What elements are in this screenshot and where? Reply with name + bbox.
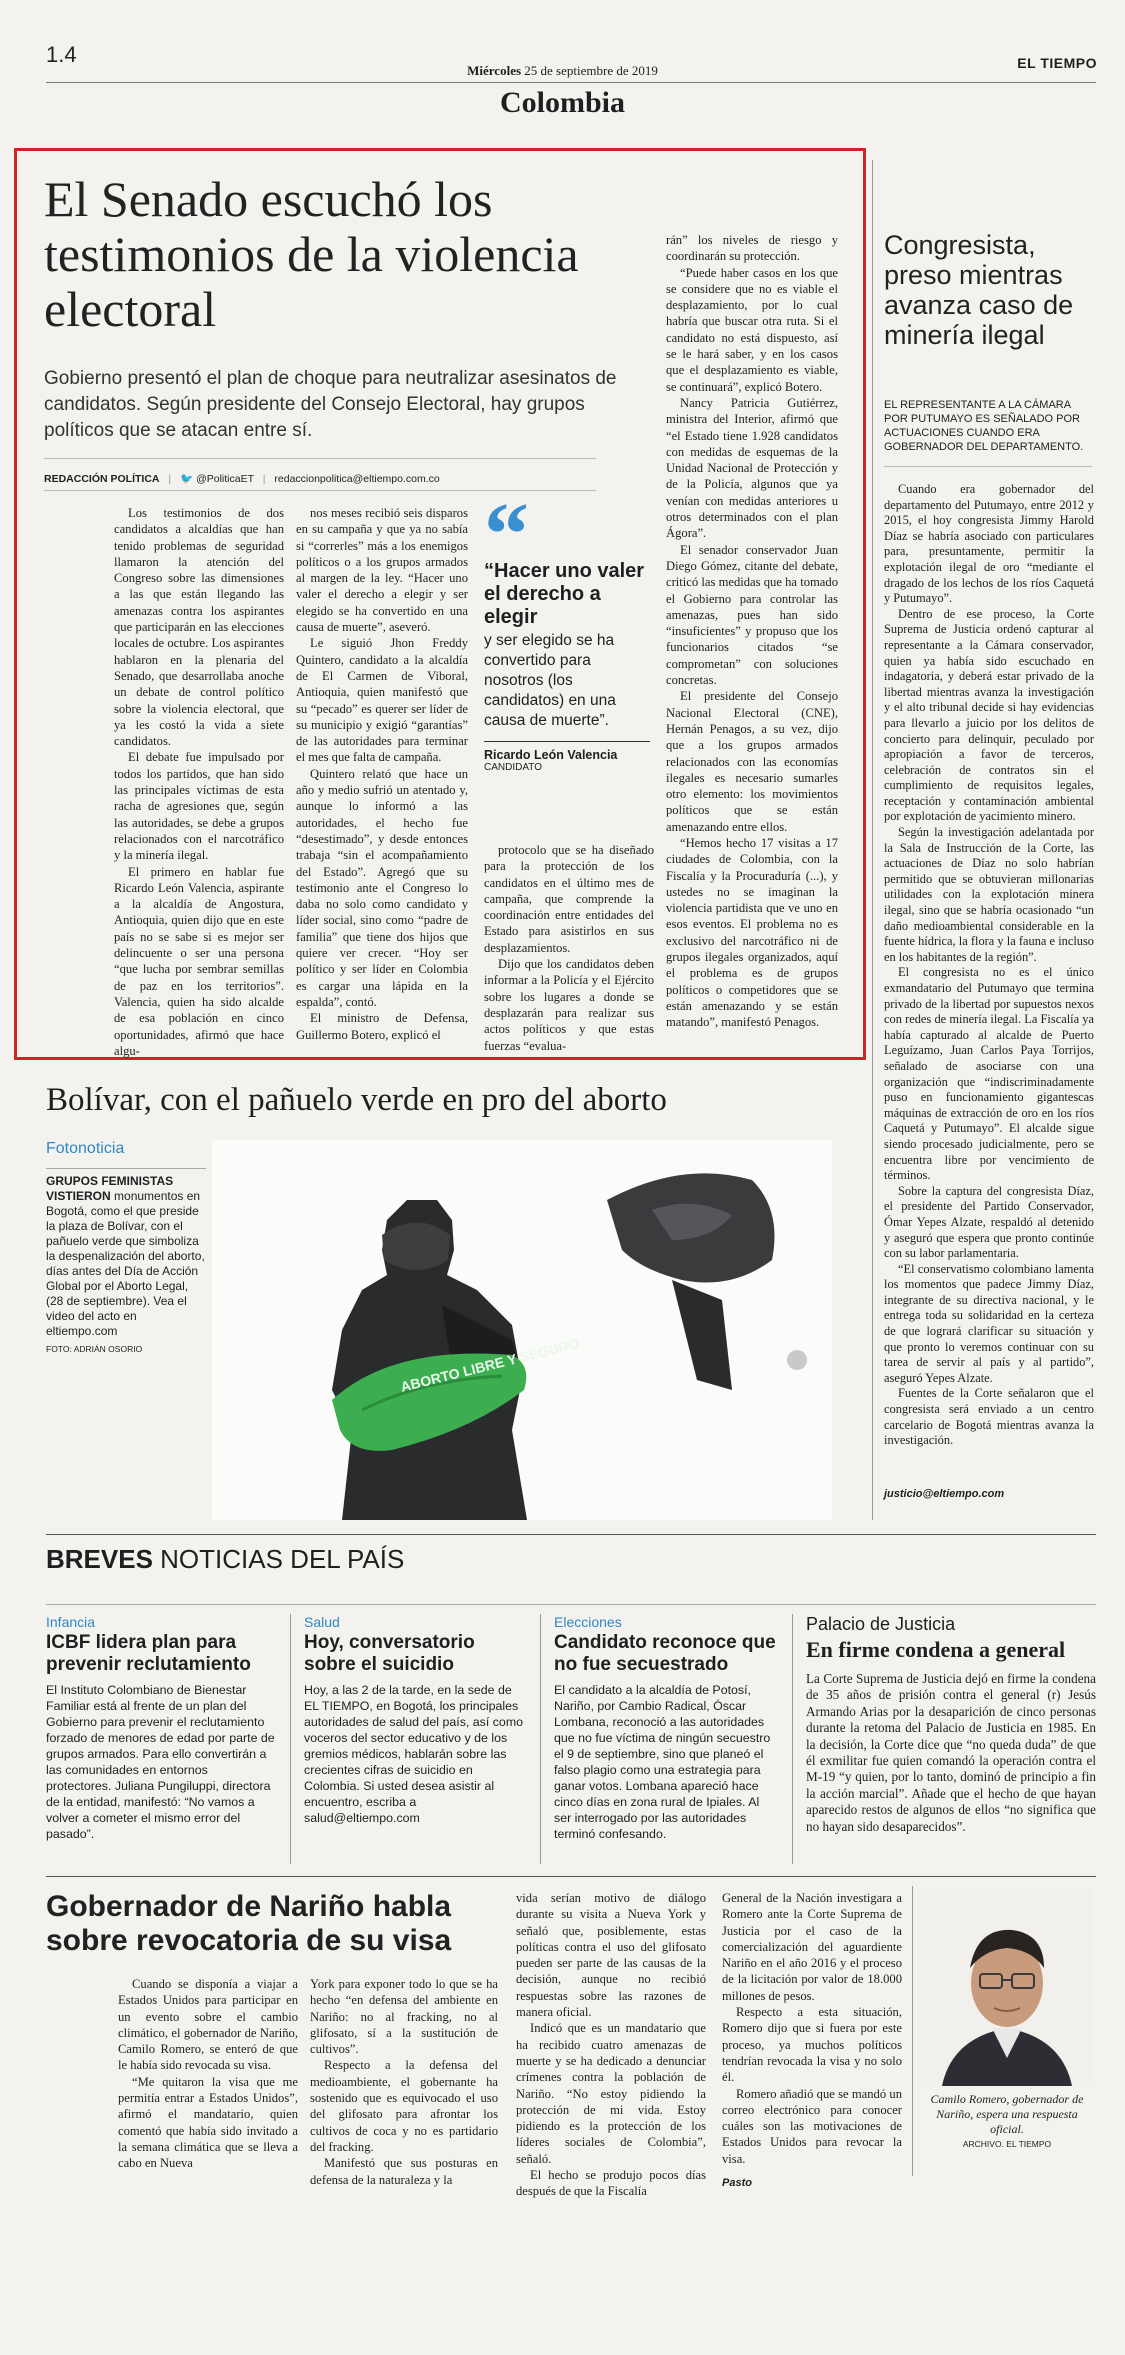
byline: REDACCIÓN POLÍTICA | 🐦 @PoliticaET | redaccionpolitica@eltiempo.com.co xyxy=(44,473,440,485)
paragraph: “Me quitaron la visa que me permitía entrar a Estados Unidos”, afirmó el mandatario, quien comentó que había sido invitado a la semana climática que se lleva a cabo en Nueva xyxy=(118,2074,298,2171)
side-email: justicio@eltiempo.com xyxy=(884,1488,1005,1500)
paragraph: Le siguió Jhon Freddy Quintero, candidato a la alcaldía de El Carmen de Viboral, Antioquia, quien manifestó que su “pecado” es querer ser líder de su municipio y exigió “garantías” de las autoridades para terminar el mes que falta de campaña. xyxy=(296,636,468,765)
quote-author: Ricardo León Valencia xyxy=(484,748,618,762)
main-headline: El Senado escuchó los testimonios de la violencia electoral xyxy=(44,171,579,337)
side-headline: Congresista, preso mientras avanza caso de minería ilegal xyxy=(884,230,1074,350)
breve-item xyxy=(554,1614,778,1842)
paragraph: “Hemos hecho 17 visitas a 17 ciudades de Colombia, con la Fiscalía y la Procuraduría (...), y ustedes no se imaginan la violencia partidista que ve uno en esos eventos. El problema no es exclusivo del narcotráfico ni de grupos ilegales organizados, aquí el problema es de grupos políticos o competidores que se están amenazando y se están matando”, manifestó Penagos. xyxy=(666,835,838,1030)
portrait-illustration xyxy=(922,1888,1092,2086)
paragraph: vida serían motivo de diálogo durante su visita a Nueva York y señaló que, posiblemente, estas políticas contra el uso del glifosato pueden ser parte de las causas de la decisión, aunque no recibió respuestas sobre las razones de manera oficial. xyxy=(516,1891,706,2020)
byline-email: redaccionpolitica@eltiempo.com.co xyxy=(274,473,440,485)
breve-item-featured xyxy=(806,1614,1096,1835)
paragraph: El ministro de Defensa, Guillermo Botero, explicó el xyxy=(296,1011,468,1042)
bottom-col-4 xyxy=(722,1890,902,2191)
twitter-icon: 🐦 xyxy=(180,473,194,485)
paragraph: York para exponer todo lo que se ha hecho “en defensa del ambiente en Nariño: no al fracking, no al glifosato, sí a la sustitución de cultivos”. xyxy=(310,1977,498,2057)
paragraph: Respecto a la defensa del medioambiente, el gobernante ha sostenido que es equivocado el uso del glifosato para afrontar los cultivos de coca y no es partidario del fracking. xyxy=(310,2058,498,2154)
breve-divider xyxy=(540,1614,541,1864)
statue-illustration xyxy=(212,1140,832,1520)
paragraph: Nancy Patricia Gutiérrez, ministra del Interior, afirmó que “el Estado tiene 1.928 candidatos con medidas de esquemas de la Unidad Nacional de Protección y de la Policía, algunos que ya venían con medidas anteriores u otros determinados con el plan Ágora”. xyxy=(666,395,838,541)
paragraph: El senador conservador Juan Diego Gómez, citante del debate, criticó las medidas que ha tomado el Gobierno para controlar las amenazas, pues han sido “insuficientes” y propuso que los funcionarios citados “se comprometan” con soluciones concretas. xyxy=(666,542,838,688)
romero-caption xyxy=(922,2092,1092,2149)
breve-body: Hoy, a las 2 de la tarde, en la sede de EL TIEMPO, en Bogotá, los principales autoridades de salud del país, así como voceros del sector educativo y de los gremios médicos, hablarán sobre las crecientes cifras de suicidio en Colombia. Si usted desea asistir al encuentro, escriba a salud@eltiempo.com xyxy=(304,1683,524,1825)
paragraph: Los testimonios de dos candidatos a alcaldías que han tenido problemas de seguridad llamaron la atención del Congreso sobre las dimensiones a las que están llegando las amenazas contra los aspirantes que participarán en las elecciones locales de octubre. Los aspirantes hablaron en la plenaria del Senado, que desarrollaba anoche un debate de control político sobre la violencia electoral, que ya les costó la vida a siete candidatos. xyxy=(114,506,284,749)
paragraph: “El conservatismo colombiano lamenta los momentos que padece Jimmy Díaz, integrante de su directiva nacional, y le entrega toda su solidaridad en la certeza de que logrará clarificar su situación y que pronto lo veremos continuar con su tarea de servir al país y al partido”, aseguró Yepes Alzate. xyxy=(884,1261,1094,1385)
paragraph: Romero añadió que se mandó un correo electrónico para conocer cuáles son las motivaciones de Estados Unidos para revocar la visa. xyxy=(722,2086,902,2166)
bottom-byline: Pasto xyxy=(722,2177,752,2190)
breves-title: BREVES xyxy=(46,1544,153,1574)
breves-rule-top xyxy=(46,1534,1096,1535)
paragraph: “Puede haber casos en los que se considere que no es viable el desplazamiento, por lo cual habría que buscar otra ruta. Si el candidato no está dispuesto, así se le hará saber, y en los casos que el desplazamiento es viable, se continuará”, explicó Botero. xyxy=(666,265,838,394)
paragraph: El debate fue impulsado por todos los partidos, que han sido las principales víctimas de esta racha de agresiones que, según las autoridades, se debe a grupos relacionados con el narcotráfico y la minería ilegal. xyxy=(114,750,284,863)
bottom-col-3 xyxy=(516,1890,706,2200)
paragraph: El hecho se produjo pocos días después de que la Fiscalía xyxy=(516,2168,706,2199)
paragraph: Cuando era gobernador del departamento del Putumayo, entre 2012 y 2015, el hoy congresista Jimmy Harold Díaz se habría asociado con particulares para, presuntamente, permitir la explotación ilegal de oro “mediante el dragado de los lechos de los ríos Caquetá y Putumayo”. xyxy=(884,482,1094,606)
breves-subtitle: NOTICIAS DEL PAÍS xyxy=(160,1544,405,1574)
bolivar-photo xyxy=(212,1140,832,1520)
breve-body: El candidato a la alcaldía de Potosí, Nariño, por Cambio Radical, Óscar Lombana, reconoció a las autoridades que no fue víctima de ningún secuestro el 9 de septiembre, sino que planeó el falso plagio como una estrategia para ganar votos. Lombana apareció hace cinco días en zona rural de Ipiales. Al ser interrogado por las autoridades terminó confesando. xyxy=(554,1683,771,1841)
side-rule xyxy=(884,466,1092,467)
breves-header xyxy=(46,1544,404,1575)
breve-divider xyxy=(792,1614,793,1864)
breve-category: Palacio de Justicia xyxy=(806,1614,956,1634)
photo-caption xyxy=(46,1174,206,1357)
breve-category: Infancia xyxy=(46,1614,96,1630)
photo-caption-text: Camilo Romero, gobernador de Nariño, espera una respuesta oficial. xyxy=(930,2092,1084,2136)
breve-title: En firme condena a general xyxy=(806,1637,1066,1662)
paragraph: Cuando se disponía a viajar a Estados Unidos para participar en un evento sobre el cambio climático, el gobernador de Nariño, Camilo Romero, se enteró de que le había sido revocada su visa. xyxy=(118,1977,298,2073)
side-deck: EL REPRESENTANTE A LA CÁMARA POR PUTUMAYO ES SEÑALADO POR ACTUACIONES CUANDO ERA GOBERNADOR DEL DEPARTAMENTO. xyxy=(884,399,1084,453)
caption-lead: GRUPOS FEMINISTAS VISTIERON xyxy=(46,1174,174,1203)
bottom-rule xyxy=(46,1876,1096,1877)
byline-rule-top xyxy=(44,458,596,459)
breve-title: Hoy, conversatorio sobre el suicidio xyxy=(304,1632,475,1675)
breve-category: Salud xyxy=(304,1614,340,1630)
photo-divider xyxy=(912,1886,913,2176)
main-col-3 xyxy=(484,842,654,1054)
paragraph: protocolo que se ha diseñado para la protección de los candidatos en el último mes de campaña, que comprende la coordinación entre entidades del Estado para asistirlos en sus desplazamientos. xyxy=(484,843,654,955)
breve-body: La Corte Suprema de Justicia dejó en firme la condena de 35 años de prisión contra el general (r) Jesús Armando Arias por la desaparición de cinco personas durante la retoma del Palacio de Justicia en 1985. En la decisión, la Corte dice que “no queda duda” de que él exmilitar fue quien comandó la operación contra el M-19 “y quien, por lo tanto, dominó de principio a fin la acción marcial”. Añade que el hecho de que hayan aparecido restos de algunos de ellos “no significa que no hayan sido desaparecidos”. xyxy=(806,1671,1096,1834)
breve-body: El Instituto Colombiano de Bienestar Familiar está al frente de un plan del Gobierno para prevenir el reclutamiento forzado de menores de edad por parte de grupos armados. Para ello convertirán a las comunidades en entornos protectores. Juliana Pungiluppi, directora de la entidad, manifestó: “No vamos a volver a cometer el mismo error del pasado”. xyxy=(46,1683,275,1841)
bottom-headline: Gobernador de Nariño habla sobre revocatoria de su visa xyxy=(46,1890,452,1957)
page-number: 1.4 xyxy=(46,42,77,67)
paragraph: Quintero relató que hace un año y medio sufrió un atentado y, aunque lo informó a las autoridades, el hecho fue “desestimado”, y desde entonces trabaja “sin el acompañamiento del Estado”. Agregó que su testimonio ante el Congreso lo daba no solo como candidato y líder social, sino como “padre de familia” que tiene dos hijos que quiere ver crecer. “Hoy ser político y ser líder en Colombia es cargar una lápida en la espalda”, contó. xyxy=(296,766,468,1009)
breve-title: ICBF lidera plan para prevenir reclutamiento xyxy=(46,1632,251,1675)
breves-rule-bottom xyxy=(46,1604,1096,1605)
paragraph: General de la Nación investigara a Romero ante la Corte Suprema de Justicia por el caso de la comercialización del aguardiente Nariño en el año 2016 y el proceso de la licitación por valor de 18.000 millones de pesos. xyxy=(722,1891,902,2003)
quote-bold: “Hacer uno valer el derecho a elegir xyxy=(484,560,645,628)
quote-mark-icon: “ xyxy=(484,485,529,584)
paragraph: Respecto a esta situación, Romero dijo que si fuera por este proceso, ya muchos políticos tendrían revocada la visa y no solo él. xyxy=(722,2005,902,2085)
brand-logo: EL TIEMPO xyxy=(1017,55,1097,71)
paragraph: Dijo que los candidatos deben informar a la Policía y el Ejército sobre los lugares a donde se desplazarán para realizar sus actos políticos y que estas fuerzas “evalua- xyxy=(484,957,654,1053)
paragraph: rán” los niveles de riesgo y coordinarán su protección. xyxy=(666,233,838,264)
bottom-col-1 xyxy=(118,1976,298,2172)
section-title: Colombia xyxy=(499,86,625,119)
byline-author: REDACCIÓN POLÍTICA xyxy=(44,473,160,485)
quote-role: CANDIDATO xyxy=(484,762,542,773)
paragraph: nos meses recibió seis disparos en su campaña y que ya no sabía si “correrles” más a los enemigos políticos o a los grupos armados al margen de la ley. “Hacer uno valer el derecho a elegir y ser elegido se ha convertido en una causa de muerte”, aseveró. xyxy=(296,506,468,635)
paragraph: El congresista no es el único exmandatario del Putumayo que termina privado de la libertad por supuestos nexos con redes de minería ilegal. La Fiscalía ya había capturado al alcalde de Puerto Leguízamo, Juan Carlos Paya Torrijos, señalado de asociarse con una organización que “indiscriminadamente puso en funcionamiento gigantescas máquinas de extracción de oro en los ríos Caquetá y Putumayo”. El alcalde sigue siendo procesado judicialmente, pero se encuentra libre por vencimiento de términos. xyxy=(884,965,1094,1183)
date-weekday: Miércoles xyxy=(467,63,522,78)
paragraph: Dentro de ese proceso, la Corte Suprema de Justicia ordenó capturar al representante a la Cámara conservador, quien ya había sido escuchado en indagatoria, y deberá estar privado de la libertad mientras avanza la investigación y el alto tribunal decide si hay evidencias para llevarlo a juicio por los delitos de concierto para delinquir, peculado por apropiación a favor de terceros, celebración de contratos sin el cumplimiento de requisitos legales, receptación y contaminación ambiental por explotación de yacimiento minero. xyxy=(884,606,1094,824)
byline-handle: @PoliticaET xyxy=(196,473,254,485)
side-divider xyxy=(872,160,873,1520)
romero-photo xyxy=(922,1888,1092,2086)
paragraph: Fuentes de la Corte señalaron que el congresista será enviado a un centro carcelario de Bogotá mientras avanza la investigación. xyxy=(884,1386,1094,1448)
breve-category: Elecciones xyxy=(554,1614,622,1630)
fotonoticia-rule xyxy=(46,1168,206,1169)
breve-divider xyxy=(290,1614,291,1864)
paragraph: Según la investigación adelantada por la Sala de Instrucción de la Corte, las actuaciones de Díaz no solo habrían permitido que se obtuvieran millonarias utilidades con la explotación minera ilegal, sino que se habría ocasionado “un daño medioambiental considerable en la fuente hídrica, la flora y la fauna e incluso en los habitantes de la región”. xyxy=(884,825,1094,964)
photo-credit: FOTO: ADRIÁN OSORIO xyxy=(46,1344,143,1354)
breve-item xyxy=(46,1614,276,1842)
scarf-text: ABORTO LIBRE Y SEGURO xyxy=(398,1334,581,1395)
bottom-col-2 xyxy=(310,1976,498,2188)
photo-headline: Bolívar, con el pañuelo verde en pro del aborto xyxy=(46,1082,667,1118)
side-body xyxy=(884,482,1094,1449)
main-deck: Gobierno presentó el plan de choque para neutralizar asesinatos de candidatos. Según presidente del Consejo Electoral, hay grupos políticos que se atacan entre sí. xyxy=(44,368,617,441)
date-text: 25 de septiembre de 2019 xyxy=(524,63,658,78)
quote-rest: y ser elegido se ha convertido para nosotros (los candidatos) en una causa de muerte”. xyxy=(484,632,616,729)
paragraph: El presidente del Consejo Nacional Electoral (CNE), Hernán Penagos, a su vez, dijo que a los grupos armados relacionados con las economías ilegales es necesario sumarles otro elemento: los movimientos políticos que se están amenazando entre ellos. xyxy=(666,689,838,834)
pull-quote xyxy=(484,560,650,773)
date-line xyxy=(0,63,1125,79)
photo-credit: ARCHIVO. EL TIEMPO xyxy=(962,2139,1052,2149)
breve-title: Candidato reconoce que no fue secuestrado xyxy=(554,1632,776,1675)
breve-item xyxy=(304,1614,526,1826)
main-col-1 xyxy=(114,505,284,1059)
header-rule xyxy=(46,82,1096,83)
paragraph: Indicó que es un mandatario que ha recibido cuatro amenazas de muerte y se ha dedicado a denunciar crímenes contra la población de Nariño. “No estoy pidiendo la protección de mi vida. Estoy pidiendo es la protección de los líderes sociales de Colombia”, señaló. xyxy=(516,2021,706,2166)
main-col-4 xyxy=(666,232,838,1031)
fotonoticia-label: Fotonoticia xyxy=(46,1140,125,1157)
paragraph: El primero en hablar fue Ricardo León Valencia, aspirante a la alcaldía de Angostura, Antioquia, quien dijo que en este país no se sabe si es mejor ser delincuente o ser una persona “que lucha por sembrar semillas de paz en los territorios”. Valencia, quien ha sido alcalde de esa población en cinco oportunidades, afirmó que hace algu- xyxy=(114,864,284,1058)
paragraph: Manifestó que sus posturas en defensa de la naturaleza y la xyxy=(310,2156,498,2187)
paragraph: Sobre la captura del congresista Díaz, el presidente del Partido Conservador, Ómar Yepes Alzate, respaldó al detenido y aseguró que espera que pronto continúe con su labor parlamentaria. xyxy=(884,1183,1094,1261)
main-col-2 xyxy=(296,505,468,1043)
caption-text: monumentos en Bogotá, como el que preside la plaza de Bolívar, con el pañuelo verde que simboliza la despenalización del aborto, días antes del Día de Acción Global por el Aborto Legal, (28 de septiembre). Vea el video del acto en eltiempo.com xyxy=(46,1189,205,1338)
